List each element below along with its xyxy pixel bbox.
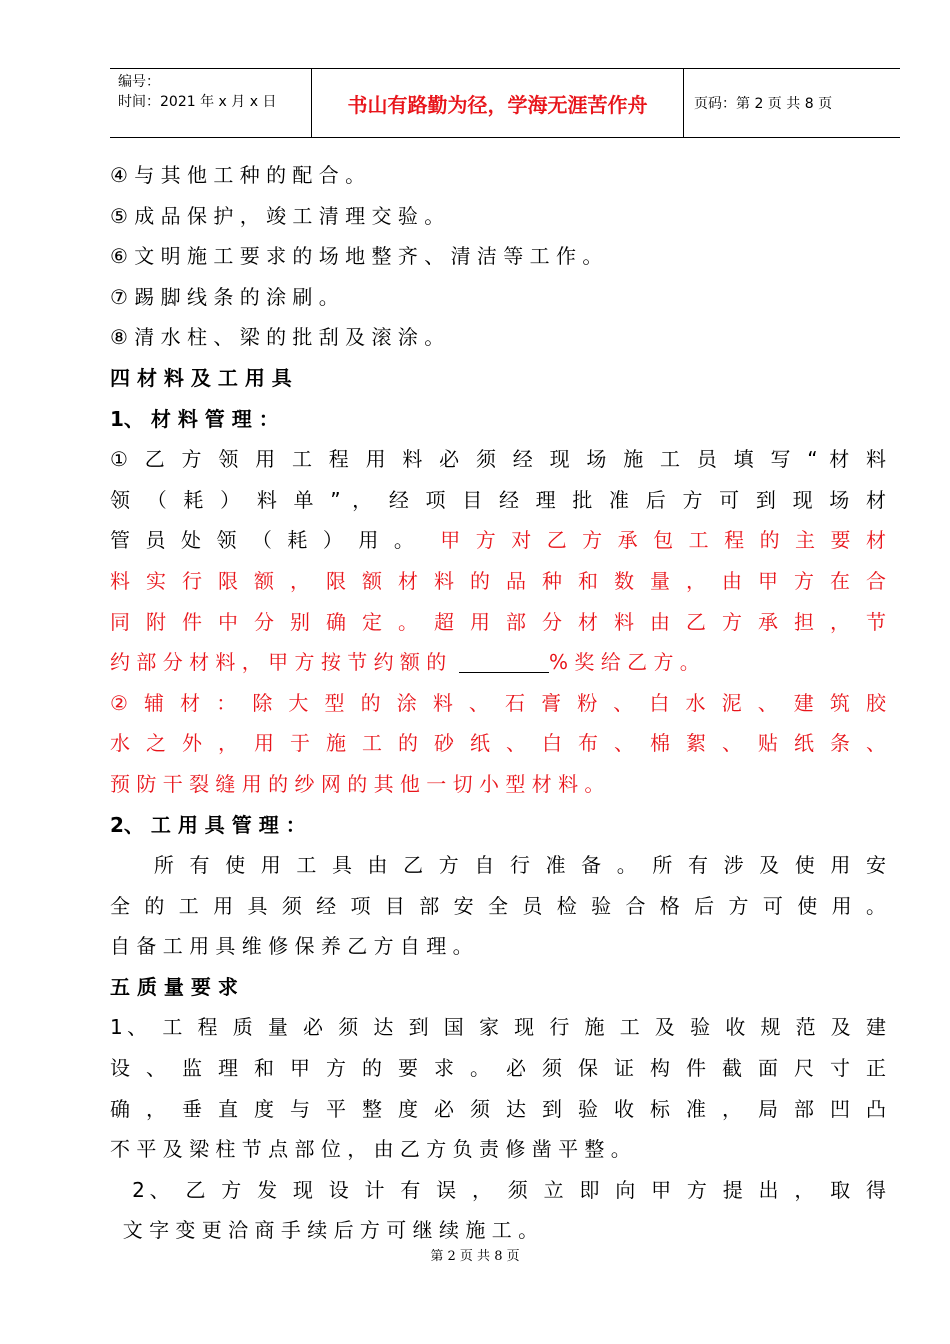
page-header	[110, 68, 900, 138]
paragraph-text: 管 员 处 领 （ 耗 ） 用 。	[110, 528, 419, 553]
paragraph-line: 所 有 使 用 工 具 由 乙 方 自 行 准 备 。 所 有 涉 及 使 用 安	[110, 853, 886, 878]
highlighted-text: 约 部 分 材 料 ， 甲 方 按 节 约 额 的	[110, 650, 447, 675]
paragraph-line: ① 乙 方 领 用 工 程 用 料 必 须 经 现 场 施 工 员 填 写 “ 材 料	[110, 447, 886, 472]
list-item: ⑧ 清 水 柱 、 梁 的 批 刮 及 滚 涂 。	[110, 325, 445, 350]
header-page-info: 页码：第 2 页 共 8 页	[694, 96, 833, 112]
document-body	[110, 155, 886, 1251]
paragraph-line: 1、 工 程 质 量 必 须 达 到 国 家 现 行 施 工 及 验 收 规 范 及 建	[110, 1015, 886, 1040]
highlighted-line: 预 防 干 裂 缝 用 的 纱 网 的 其 他 一 切 小 型 材 料 。	[110, 771, 605, 796]
paragraph-line: 领 （ 耗 ） 料 单 ” ， 经 项 目 经 理 批 准 后 方 可 到 现 场 材	[110, 487, 886, 512]
header-meta	[110, 69, 312, 137]
page-footer: 第 2 页 共 8 页	[430, 1249, 520, 1264]
document-number-label: 编号：	[118, 74, 160, 90]
paragraph-line: 2、 乙 方 发 现 设 计 有 误 ， 须 立 即 向 甲 方 提 出 ， 取 得	[110, 1177, 886, 1202]
paragraph-line: 不 平 及 梁 柱 节 点 部 位 ， 由 乙 方 负 责 修 凿 平 整 。	[110, 1137, 631, 1162]
list-item: ⑤ 成 品 保 护 ， 竣 工 清 理 交 验 。	[110, 203, 445, 228]
paragraph-line: 文 字 变 更 洽 商 手 续 后 方 可 继 续 施 工 。	[110, 1218, 539, 1243]
list-item: ⑦ 踢 脚 线 条 的 涂 刷 。	[110, 284, 339, 309]
blank-underline	[459, 650, 549, 673]
paragraph-line: 全 的 工 用 具 须 经 项 目 部 安 全 员 检 验 合 格 后 方 可 使 用 。	[110, 893, 886, 918]
highlighted-line: ② 辅 材 ： 除 大 型 的 涂 料 、 石 膏 粉 、 白 水 泥 、 建 筑 胶	[110, 690, 886, 715]
paragraph-line: 设 、 监 理 和 甲 方 的 要 求 。 必 须 保 证 构 件 截 面 尺 寸 正	[110, 1056, 886, 1081]
paragraph-line	[110, 520, 886, 561]
highlighted-text: 甲 方 对 乙 方 承 包 工 程 的 主 要 材	[440, 528, 886, 553]
list-item: ④ 与 其 他 工 种 的 配 合 。	[110, 163, 366, 187]
paragraph-line: 确 ， 垂 直 度 与 平 整 度 必 须 达 到 验 收 标 准 ， 局 部 凹 凸	[110, 1096, 886, 1121]
subheading-material-management: 1、 材 料 管 理 ：	[110, 406, 279, 431]
header-motto: 书山有路勤为径，学海无涯苦作舟	[312, 69, 684, 137]
subheading-tool-management: 2、 工 用 具 管 理 ：	[110, 812, 306, 837]
paragraph-line: 自 备 工 用 具 维 修 保 养 乙 方 自 理 。	[110, 934, 473, 959]
section-heading-quality: 五 质 量 要 求	[110, 974, 238, 999]
list-item: ⑥ 文 明 施 工 要 求 的 场 地 整 齐 、 清 洁 等 工 作 。	[110, 244, 603, 269]
highlighted-line	[110, 642, 886, 683]
highlighted-line: 料 实 行 限 额 ， 限 额 材 料 的 品 种 和 数 量 ， 由 甲 方 在 合	[110, 568, 886, 593]
section-heading-materials: 四 材 料 及 工 用 具	[110, 365, 292, 390]
highlighted-text: % 奖 给 乙 方 。	[549, 650, 700, 675]
highlighted-line: 同 附 件 中 分 别 确 定 。 超 用 部 分 材 料 由 乙 方 承 担 ， 节	[110, 609, 886, 634]
highlighted-line: 水 之 外 ， 用 于 施 工 的 砂 纸 、 白 布 、 棉 絮 、 贴 纸 条 、	[110, 731, 886, 756]
document-date-label: 时间：2021 年 x 月 x 日	[118, 94, 277, 110]
